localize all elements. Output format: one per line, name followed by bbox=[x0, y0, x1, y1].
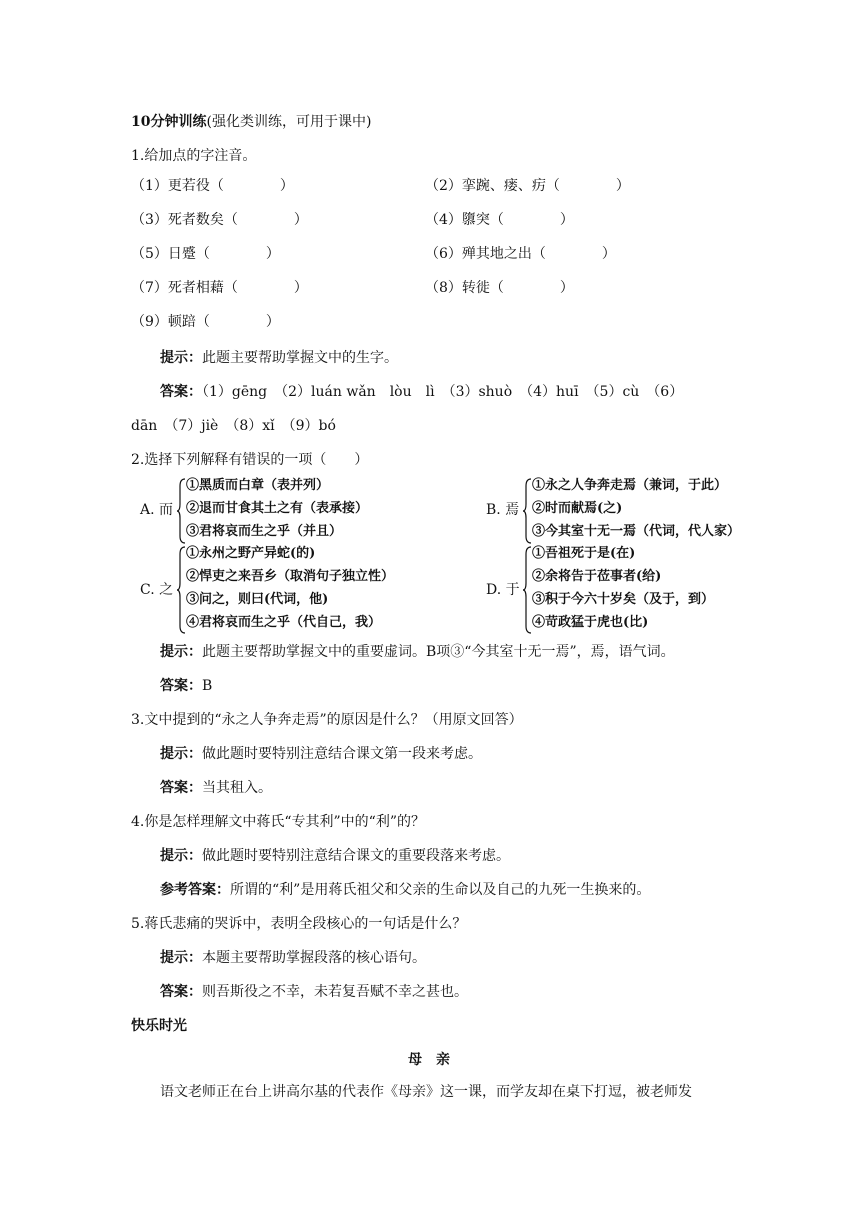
section-title: 10分钟训练(强化类训练，可用于课中) bbox=[131, 114, 372, 130]
option-c-group bbox=[140, 544, 460, 636]
option-a-group bbox=[140, 476, 460, 546]
q1-item-1: （1）更若役（ ） bbox=[131, 178, 294, 194]
option-c-item-1: ①永州之野产异蛇(的) bbox=[186, 546, 316, 561]
q1-item-5: （5）日蹙（ ） bbox=[131, 246, 280, 262]
option-c-label: C. 之 bbox=[140, 582, 174, 598]
q5-answer: 答案：则吾斯役之不幸，未若复吾赋不幸之甚也。 bbox=[160, 984, 468, 1000]
option-b-item-2: ②时而献焉(之) bbox=[532, 501, 623, 516]
q1-hint: 提示：此题主要帮助掌握文中的生字。 bbox=[160, 350, 398, 366]
q1-answer-cont: dān （7）jiè （8）xǐ （9）bó bbox=[131, 418, 336, 434]
option-b-label: B. 焉 bbox=[486, 502, 520, 518]
option-c-item-4: ④君将哀而生之乎（代自己，我） bbox=[186, 615, 382, 630]
q1-item-7: （7）死者相藉（ ） bbox=[131, 280, 308, 296]
q1-item-6: （6）殚其地之出（ ） bbox=[425, 246, 616, 262]
story-paragraph: 语文老师正在台上讲高尔基的代表作《母亲》这一课，而学友却在桌下打逗，被老师发 bbox=[160, 1084, 692, 1100]
brace-icon bbox=[176, 478, 186, 544]
q3-answer: 答案：当其租入。 bbox=[160, 780, 272, 796]
q5-stem: 5.蒋氏悲痛的哭诉中，表明全段核心的一句话是什么？ bbox=[131, 916, 467, 932]
option-b-group bbox=[486, 476, 786, 546]
option-d-label: D. 于 bbox=[486, 582, 520, 598]
option-b-item-1: ①永之人争奔走焉（兼词，于此） bbox=[532, 478, 728, 493]
option-a-item-2: ②退而甘食其土之有（表承接） bbox=[186, 501, 369, 516]
option-a-item-1: ①黑质而白章（表并列） bbox=[186, 478, 330, 493]
option-d-item-2: ②余将告于莅事者(给) bbox=[532, 569, 662, 584]
q1-answer: 答案：（1）gēng （2）luán wǎn lòu lì （3）shuò （4）huī （5）cù （6） bbox=[160, 384, 684, 400]
q1-item-3: （3）死者数矣（ ） bbox=[131, 212, 308, 228]
brace-icon bbox=[522, 478, 532, 544]
fun-heading: 快乐时光 bbox=[131, 1018, 187, 1034]
q1-item-2: （2）挛踠、瘘、疠（ ） bbox=[425, 178, 630, 194]
q1-item-4: （4）隳突（ ） bbox=[425, 212, 574, 228]
brace-icon bbox=[176, 546, 186, 634]
option-a-item-3: ③君将哀而生之乎（并且） bbox=[186, 524, 343, 539]
story-title: 母 亲 bbox=[408, 1052, 450, 1068]
q3-stem: 3.文中提到的“永之人争奔走焉”的原因是什么？（用原文回答） bbox=[131, 712, 523, 728]
q5-hint: 提示：本题主要帮助掌握段落的核心语句。 bbox=[160, 950, 426, 966]
q2-stem: 2.选择下列解释有错误的一项（ ） bbox=[131, 452, 369, 468]
q2-hint: 提示：此题主要帮助掌握文中的重要虚词。B项③“今其室十无一焉”，焉，语气词。 bbox=[160, 644, 675, 660]
option-d-item-3: ③积于今六十岁矣（及于，到） bbox=[532, 592, 715, 607]
q4-answer: 参考答案：所谓的“利”是用蒋氏祖父和父亲的生命以及自己的九死一生换来的。 bbox=[160, 882, 651, 898]
q1-item-9: （9）顿踣（ ） bbox=[131, 314, 280, 330]
q4-stem: 4.你是怎样理解文中蒋氏“专其利”中的“利”的？ bbox=[131, 814, 425, 830]
brace-icon bbox=[522, 546, 532, 634]
q3-hint: 提示：做此题时要特别注意结合课文第一段来考虑。 bbox=[160, 746, 482, 762]
option-d-group bbox=[486, 544, 786, 636]
q4-hint: 提示：做此题时要特别注意结合课文的重要段落来考虑。 bbox=[160, 848, 510, 864]
option-b-item-3: ③今其室十无一焉（代词，代人家） bbox=[532, 524, 741, 539]
q1-item-8: （8）转徙（ ） bbox=[425, 280, 574, 296]
option-c-item-3: ③问之，则曰(代词，他) bbox=[186, 592, 329, 607]
q1-stem: 1.给加点的字注音。 bbox=[131, 148, 257, 164]
option-c-item-2: ②悍吏之来吾乡（取消句子独立性） bbox=[186, 569, 395, 584]
q2-answer: 答案：B bbox=[160, 678, 213, 694]
option-a-label: A. 而 bbox=[140, 502, 174, 518]
option-d-item-1: ①吾祖死于是(在) bbox=[532, 546, 636, 561]
option-d-item-4: ④苛政猛于虎也(比) bbox=[532, 615, 649, 630]
